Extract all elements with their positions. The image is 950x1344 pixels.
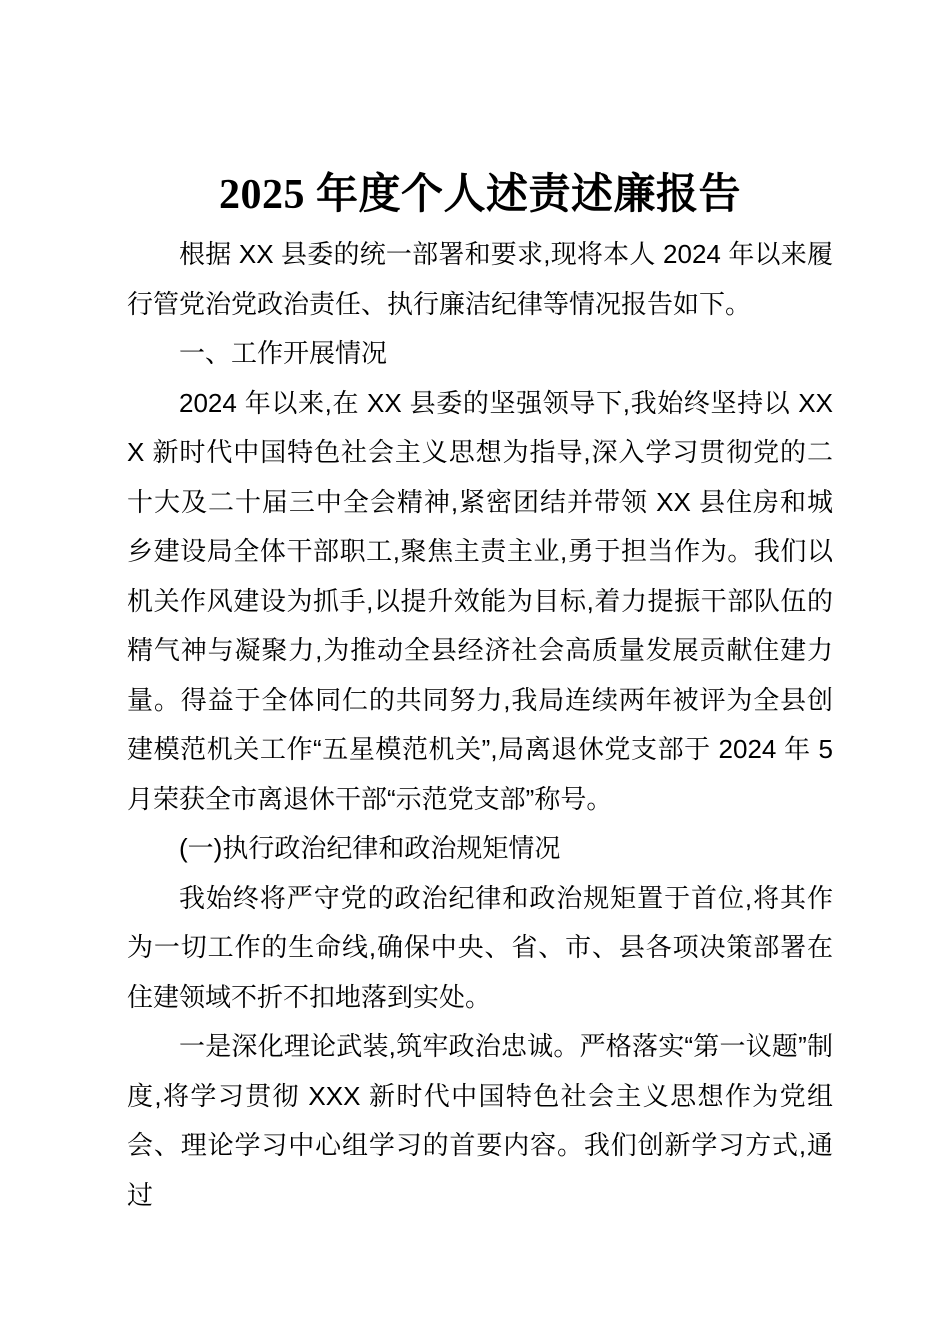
- document-title: 2025 年度个人述责述廉报告: [218, 172, 741, 218]
- section-heading-political-discipline: (一)执行政治纪律和政治规矩情况: [179, 833, 561, 863]
- paragraph-work-overview: 2024 年以来,在 XX 县委的坚强领导下,我始终坚持以 XXX 新时代中国特色社会主义思想为指导,深入学习贯彻党的二十大及二十届三中全会精神,紧密团结并带领 XX 县住房和城乡建设局全体干部职工,聚焦主责主业,勇于担当作为。我们以机关作风建设为抓手,以提升效能为目标,着力提振干部队伍的精气神与凝聚力,为推动全县经济社会高质量发展贡献住建力量。得益于全体同仁的共同努力,我局连续两年被评为全县创建模范机关工作“五星模范机关”,局离退休党支部于 2024 年 5 月荣获全市离退休干部“示范党支部”称号。: [127, 387, 833, 814]
- paragraph-intro: 根据 XX 县委的统一部署和要求,现将本人 2024 年以来履行管党治党政治责任、执行廉洁纪律等情况报告如下。: [127, 239, 833, 319]
- section-heading-work-overview: 一、工作开展情况: [179, 338, 388, 368]
- paragraph-theory-learning: 一是深化理论武装,筑牢政治忠诚。严格落实“第一议题”制度,将学习贯彻 XXX 新时代中国特色社会主义思想作为党组会、理论学习中心组学习的首要内容。我们创新学习方式,通过: [127, 1031, 833, 1210]
- paragraph-political-discipline: 我始终将严守党的政治纪律和政治规矩置于首位,将其作为一切工作的生命线,确保中央、省、市、县各项决策部署在住建领域不折不扣地落到实处。: [127, 882, 833, 1012]
